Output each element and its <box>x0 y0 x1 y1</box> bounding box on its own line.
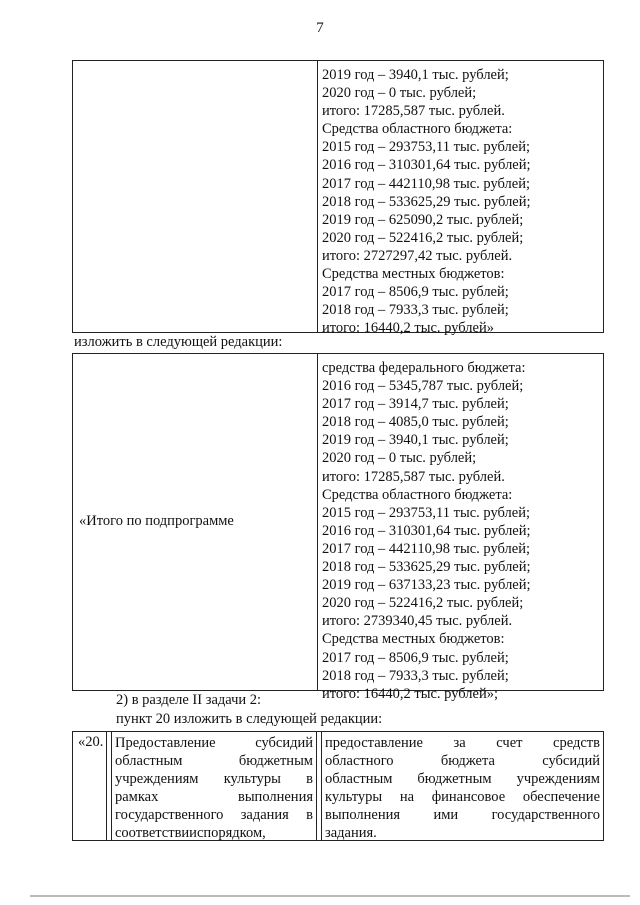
cell-text-line <box>325 770 600 788</box>
word: обеспечение <box>522 789 600 806</box>
word: бюджета <box>440 753 495 770</box>
table-line: 2020 год – 522416,2 тыс. рублей; <box>322 229 524 246</box>
cell-text-line <box>325 824 600 842</box>
table-line: 2018 год – 4085,0 тыс. рублей; <box>322 414 509 431</box>
word: областным <box>115 753 183 770</box>
word: задания <box>240 807 289 824</box>
table-line: 2017 год – 3914,7 тыс. рублей; <box>322 396 509 413</box>
table-line: средства федерального бюджета: <box>322 360 526 376</box>
word: порядком, <box>203 825 266 842</box>
table-line: 2016 год – 310301,64 тыс. рублей; <box>322 157 531 174</box>
cell-text-line <box>325 752 600 770</box>
table-line: 2015 год – 293753,11 тыс. рублей; <box>322 504 530 521</box>
cell-text-line <box>115 752 313 770</box>
cell-text-line <box>115 734 313 752</box>
table-line: 2018 год – 7933,3 тыс. рублей; <box>322 667 509 684</box>
table-line: итого: 17285,587 тыс. рублей. <box>322 103 505 120</box>
intro-paragraph: изложить в следующей редакции: <box>74 334 283 350</box>
table-line: 2017 год – 442110,98 тыс. рублей; <box>322 175 530 192</box>
table-left-cell <box>73 61 318 332</box>
cell-text-line <box>325 788 600 806</box>
table-line: Средства местных бюджетов: <box>322 631 505 648</box>
word: рамках <box>115 789 159 806</box>
word: Предоставление <box>115 735 216 751</box>
table-right-cell <box>317 354 603 703</box>
cell-text-line <box>115 770 313 788</box>
word: на <box>399 789 415 806</box>
word: субсидий <box>542 753 600 770</box>
table-line: итого: 16440,2 тыс. рублей» <box>322 320 494 337</box>
word: финансовое <box>431 789 506 806</box>
budget-table-old <box>72 60 604 337</box>
table-line: 2018 год – 533625,29 тыс. рублей; <box>322 559 531 576</box>
item-number: «20. <box>73 732 107 840</box>
word: субсидий <box>255 735 313 751</box>
cell-text-line <box>115 806 313 824</box>
item-description-cell <box>321 732 603 840</box>
table-line: 2019 год – 637133,23 тыс. рублей; <box>322 577 531 594</box>
word: учреждениям <box>115 771 199 788</box>
word: за <box>453 735 466 751</box>
table-line: 2017 год – 442110,98 тыс. рублей; <box>322 540 530 557</box>
cell-text-line <box>115 824 313 842</box>
word: счет <box>496 735 523 751</box>
table-right-cell <box>317 61 603 337</box>
table-line: итого: 2727297,42 тыс. рублей. <box>322 247 513 264</box>
word: учреждениям <box>516 771 600 788</box>
table-line: итого: 16440,2 тыс. рублей»; <box>322 685 499 702</box>
table-line: 2015 год – 293753,11 тыс. рублей; <box>322 139 530 156</box>
item-20-table <box>72 731 604 841</box>
word: культуры <box>325 789 383 806</box>
table-line: 2020 год – 522416,2 тыс. рублей; <box>322 595 524 612</box>
table-line: Средства местных бюджетов: <box>322 266 505 283</box>
table-left-cell <box>73 354 318 690</box>
table-line: 2019 год – 625090,2 тыс. рублей; <box>322 211 524 228</box>
cell-text-line <box>115 788 313 806</box>
footer-rule <box>30 895 630 897</box>
table-line: 2020 год – 0 тыс. рублей; <box>322 85 477 102</box>
word: задания. <box>325 825 377 842</box>
section-paragraph: пункт 20 изложить в следующей редакции: <box>116 711 383 727</box>
word: государственного <box>115 807 224 824</box>
word: в <box>306 807 313 824</box>
word: государственного <box>491 807 600 824</box>
word: бюджетным <box>238 753 313 770</box>
word: соответствии <box>115 825 197 842</box>
item-name-cell <box>111 732 317 840</box>
table-line: 2017 год – 8506,9 тыс. рублей; <box>322 284 509 301</box>
word: с <box>196 825 204 842</box>
word: ими <box>433 807 459 824</box>
section-paragraph: 2) в разделе II задачи 2: <box>116 692 262 708</box>
word: предоставление <box>325 735 423 751</box>
word: областного <box>325 753 394 770</box>
page-number: 7 <box>316 20 324 36</box>
word: областным <box>325 771 393 788</box>
table-line: итого: 2739340,45 тыс. рублей. <box>322 613 513 630</box>
table-line: 2016 год – 5345,787 тыс. рублей; <box>322 378 524 395</box>
table-line: 2020 год – 0 тыс. рублей; <box>322 450 477 467</box>
word: бюджетным <box>417 771 492 788</box>
table-line: 2019 год – 3940,1 тыс. рублей; <box>322 432 509 449</box>
cell-text-line <box>325 734 600 752</box>
table-line: 2017 год – 8506,9 тыс. рублей; <box>322 649 509 666</box>
table-line: 2018 год – 7933,3 тыс. рублей; <box>322 302 509 319</box>
word: средств <box>553 735 600 751</box>
table-line: итого: 17285,587 тыс. рублей. <box>322 468 505 485</box>
table-line: 2016 год – 310301,64 тыс. рублей; <box>322 522 531 539</box>
table-line: 2019 год – 3940,1 тыс. рублей; <box>322 67 509 83</box>
word: выполнения <box>237 789 313 806</box>
word: культуры <box>223 771 281 788</box>
table-line: Средства областного бюджета: <box>322 486 513 503</box>
word: выполнения <box>325 807 401 824</box>
subprogram-total-label: «Итого по подпрограмме <box>79 513 234 529</box>
word: в <box>306 771 313 788</box>
cell-text-line <box>325 806 600 824</box>
table-line: 2018 год – 533625,29 тыс. рублей; <box>322 193 531 210</box>
table-line: Средства областного бюджета: <box>322 121 513 138</box>
